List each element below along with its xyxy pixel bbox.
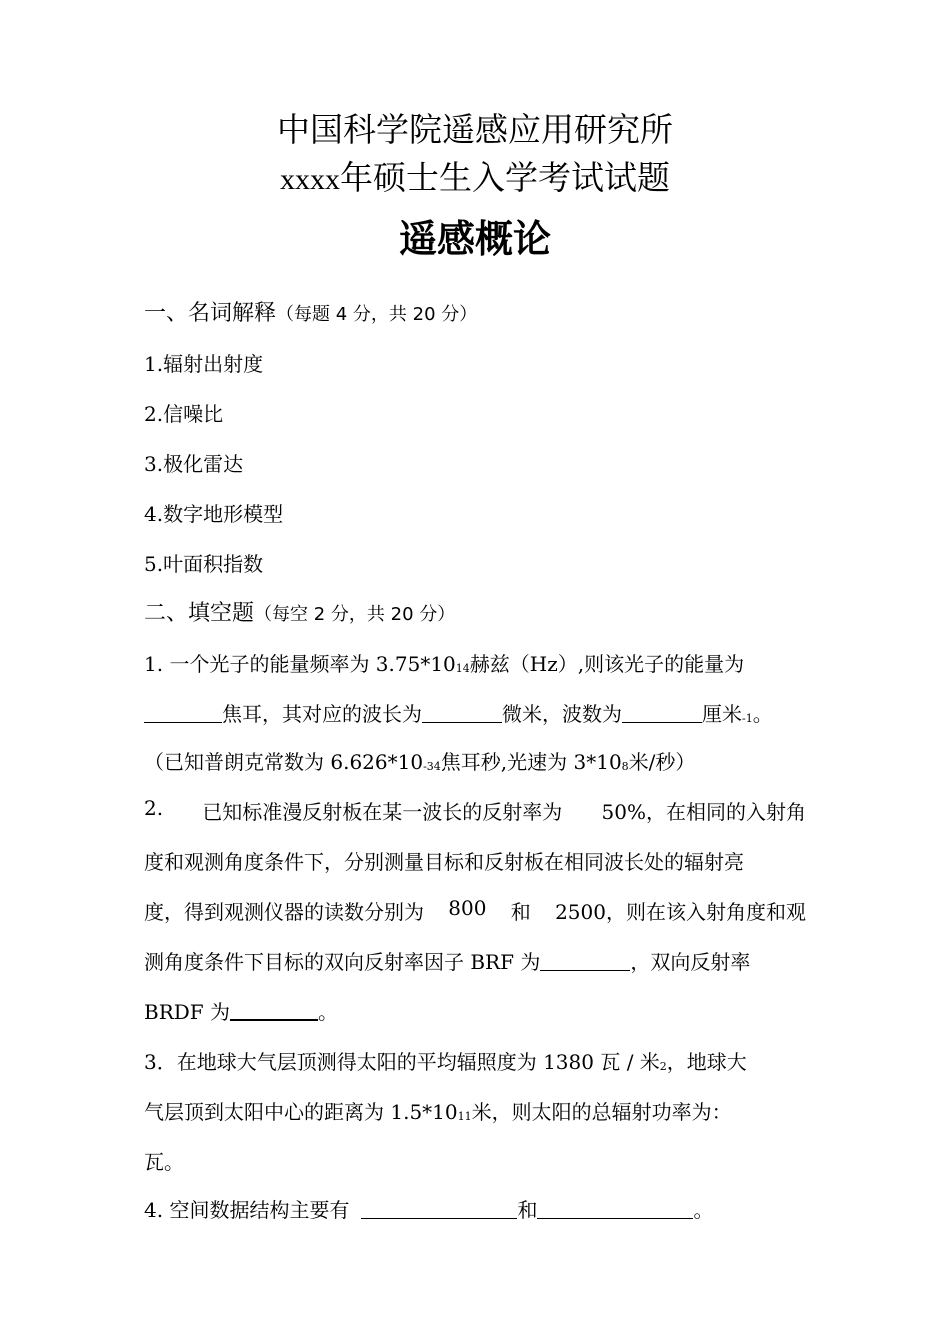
blank-brdf[interactable] bbox=[230, 999, 318, 1021]
term-item: 3.极化雷达 bbox=[144, 452, 244, 476]
q3-line-2: 气层顶到太阳中心的距离为 $1.5*10^{11}$米，则太阳的总辐射功率为： bbox=[144, 1100, 732, 1124]
section-2-note: （每空 2 分，共 20 分） bbox=[254, 604, 456, 625]
q2-line-3: 度，得到观测仪器的读数分别为 800 和 2500，则在该入射角度和观 bbox=[144, 896, 806, 924]
q2-line-4: 测角度条件下目标的双向反射率因子 BRF 为 ，双向反射率 bbox=[144, 950, 751, 974]
exam-year: xxxx bbox=[280, 163, 340, 196]
section-2-heading bbox=[144, 596, 455, 627]
q4-line-1: 4. 空间数据结构主要有 和 。 bbox=[144, 1198, 714, 1222]
section-1-title: 一、名词解释 bbox=[144, 301, 277, 326]
q2-line-5: BRDF 为 。 bbox=[144, 1000, 339, 1024]
blank-energy[interactable] bbox=[144, 702, 222, 723]
blank-structure-1[interactable] bbox=[361, 1198, 517, 1219]
q1-line-1: 1. 一个光子的能量频率为 $3.75*10^{14}$赫兹（Hz）,则该光子的能量为 bbox=[144, 652, 745, 676]
term-item: 2.信噪比 bbox=[144, 402, 224, 426]
blank-brf[interactable] bbox=[540, 950, 630, 971]
subject-title: 遥感概论 bbox=[398, 217, 551, 261]
q2-line-2: 度和观测角度条件下，分别测量目标和反射板在相同波长处的辐射亮 bbox=[144, 850, 744, 874]
blank-structure-2[interactable] bbox=[537, 1198, 693, 1219]
section-1-note: （每题 4 分，共 20 分） bbox=[276, 304, 478, 325]
exam-title bbox=[0, 152, 950, 199]
q1-line-2: 焦耳，其对应的波长为 微米，波数为 厘米$^{-1}$。 bbox=[144, 698, 773, 727]
blank-wavenumber[interactable] bbox=[622, 702, 702, 723]
q2-line-1: 2. 已知标准漫反射板在某一波长的反射率为 50%，在相同的入射角 bbox=[144, 796, 806, 824]
institute-title: 中国科学院遥感应用研究所 bbox=[277, 110, 673, 149]
term-item: 1.辐射出射度 bbox=[144, 352, 264, 376]
q1-line-3: （已知普朗克常数为 $6.626*10^{-34}$焦耳秒,光速为 $3*10^8$米/秒） bbox=[144, 750, 696, 774]
blank-wavelength[interactable] bbox=[422, 702, 502, 723]
section-2-title: 二、填空题 bbox=[144, 601, 255, 626]
term-item: 5.叶面积指数 bbox=[144, 552, 264, 576]
q3-line-3: 瓦。 bbox=[144, 1150, 184, 1174]
q3-line-1: 3．在地球大气层顶测得太阳的平均辐照度为 1380 瓦 / 米$^2$，地球大 bbox=[144, 1050, 747, 1074]
section-1-heading bbox=[144, 296, 477, 327]
term-item: 4.数字地形模型 bbox=[144, 502, 284, 526]
exam-title-text: 年硕士生入学考试试题 bbox=[340, 158, 670, 197]
